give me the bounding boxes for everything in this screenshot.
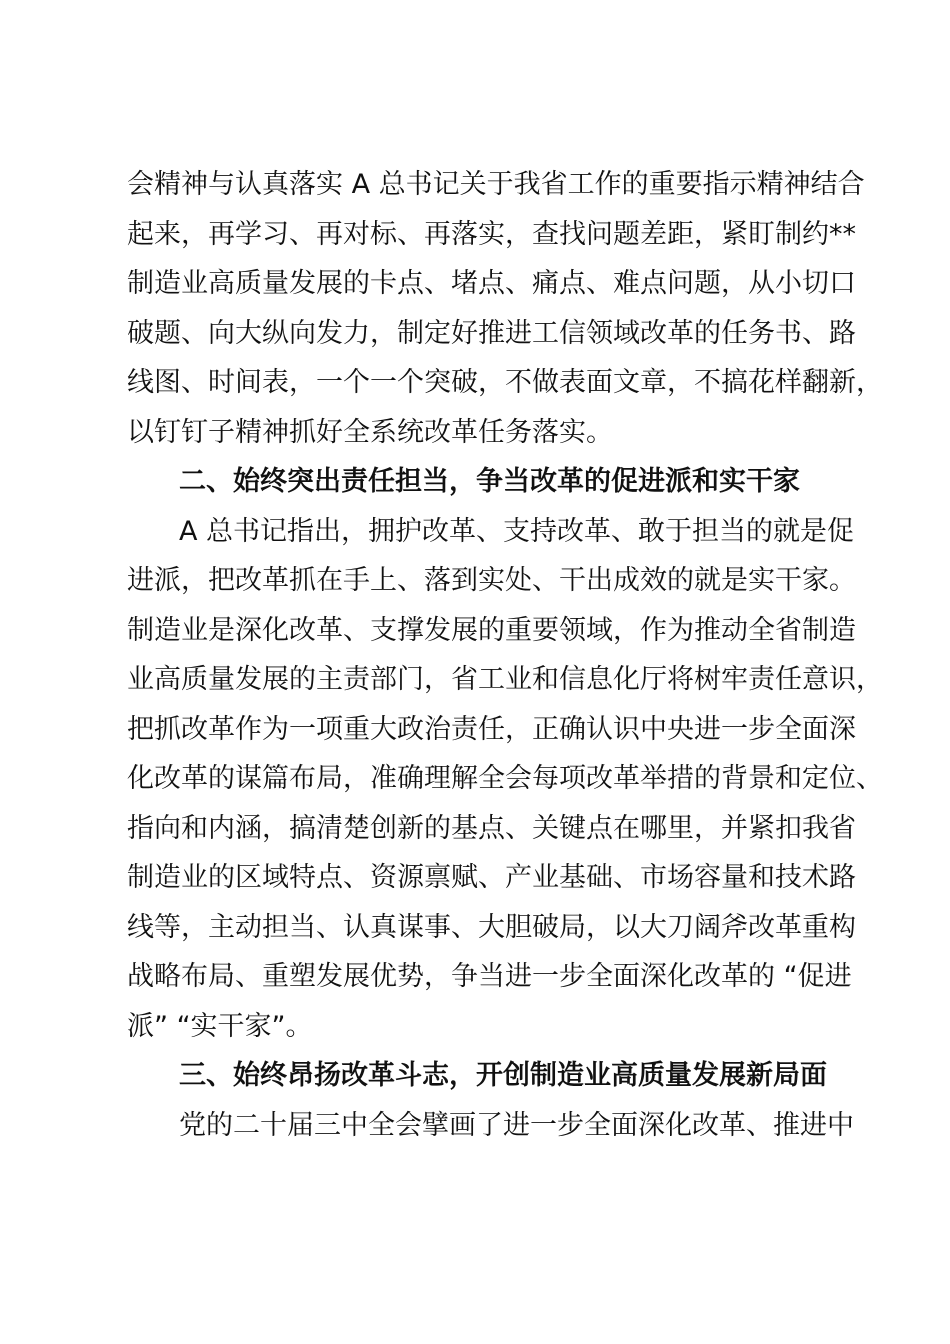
text-line: 会精神与认真落实 A 总书记关于我省工作的重要指示精神结合 bbox=[127, 169, 865, 200]
text-line: 党的二十届三中全会擘画了进一步全面深化改革、推进中 bbox=[179, 1109, 854, 1141]
text-line: 把抓改革作为一项重大政治责任，正确认识中央进一步全面深 bbox=[127, 713, 856, 745]
document-page bbox=[127, 160, 883, 1150]
section-heading-3 bbox=[127, 1051, 833, 1101]
paragraph-section-2 bbox=[127, 507, 883, 1052]
heading-text: 三、始终昂扬改革斗志，开创制造业高质量发展新局面 bbox=[179, 1060, 827, 1091]
text-line: 以钉钉子精神抓好全系统改革任务落实。 bbox=[127, 416, 613, 448]
text-line: 制造业高质量发展的卡点、堵点、痛点、难点问题，从小切口 bbox=[127, 268, 856, 299]
paragraph-continuation bbox=[127, 160, 883, 457]
text-line: 战略布局、重塑发展优势，争当进一步全面深化改革的 “促进 bbox=[127, 961, 852, 992]
heading-text: 二、始终突出责任担当，争当改革的促进派和实干家 bbox=[179, 466, 800, 497]
text-line: 化改革的谋篇布局，准确理解全会每项改革举措的背景和定位、 bbox=[127, 763, 883, 794]
text-line: 业高质量发展的主责部门，省工业和信息化厅将树牢责任意识， bbox=[127, 664, 883, 695]
text-line: A 总书记指出，拥护改革、支持改革、敢于担当的就是促 bbox=[179, 515, 855, 547]
text-line: 指向和内涵，搞清楚创新的基点、关键点在哪里，并紧扣我省 bbox=[127, 812, 856, 844]
text-line: 进派，把改革抓在手上、落到实处、干出成效的就是实干家。 bbox=[127, 565, 856, 596]
text-line: 线等，主动担当、认真谋事、大胆破局，以大刀阔斧改革重构 bbox=[127, 911, 856, 943]
text-line: 制造业的区域特点、资源禀赋、产业基础、市场容量和技术路 bbox=[127, 862, 856, 893]
text-line: 起来，再学习、再对标、再落实，查找问题差距，紧盯制约** bbox=[127, 218, 856, 250]
text-line: 线图、时间表，一个一个突破，不做表面文章，不搞花样翻新， bbox=[127, 367, 883, 398]
text-line: 派” “实干家”。 bbox=[127, 1010, 313, 1042]
text-line: 破题、向大纵向发力，制定好推进工信领域改革的任务书、路 bbox=[127, 317, 856, 349]
paragraph-section-3 bbox=[127, 1101, 854, 1151]
text-line: 制造业是深化改革、支撑发展的重要领域，作为推动全省制造 bbox=[127, 614, 856, 646]
section-heading-2 bbox=[127, 457, 833, 507]
